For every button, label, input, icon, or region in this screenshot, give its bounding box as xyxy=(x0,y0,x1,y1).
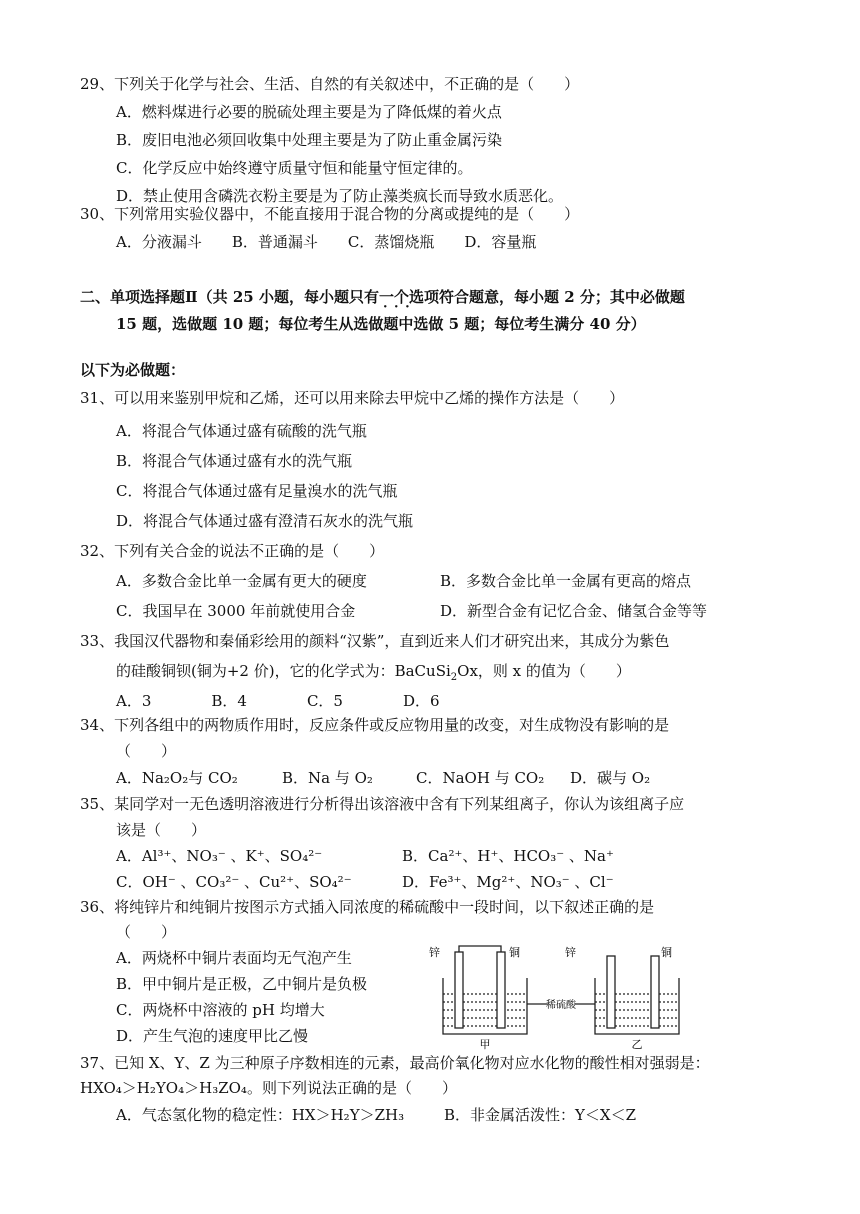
q33-sub: 2 xyxy=(450,672,458,683)
q35-option-c: C．OH⁻ 、CO₃²⁻ 、Cu²⁺、SO₄²⁻ xyxy=(116,873,352,891)
q31-stem: 31、可以用来鉴别甲烷和乙烯，还可以用来除去甲烷中乙烯的操作方法是（ ） xyxy=(80,389,625,407)
q29-option-a: A．燃料煤进行必要的脱硫处理主要是为了降低煤的着火点 xyxy=(116,103,502,121)
beaker-yi-copper-plate xyxy=(651,956,659,1028)
beaker-jia-zinc-plate xyxy=(455,952,463,1028)
q33-stem-line2 xyxy=(116,661,631,688)
label-copper-2: 铜 xyxy=(661,946,672,959)
q36-option-d: D．产生气泡的速度甲比乙慢 xyxy=(116,1027,309,1045)
q35-option-b: B．Ca²⁺、H⁺、HCO₃⁻ 、Na⁺ xyxy=(402,847,614,865)
beaker-jia-wire xyxy=(459,946,501,952)
q31-option-c: C．将混合气体通过盛有足量溴水的洗气瓶 xyxy=(116,482,398,500)
q36-beaker-figure xyxy=(425,942,705,1050)
q34-option-a: A．Na₂O₂与 CO₂ xyxy=(116,769,238,787)
section2-pre: 二、单项选择题Ⅱ（共 25 小题，每小题只有 xyxy=(80,288,379,306)
label-zinc-1: 锌 xyxy=(429,946,440,959)
q32-stem: 32、下列有关合金的说法不正确的是（ ） xyxy=(80,542,385,560)
q34-option-d: D．碳与 O₂ xyxy=(570,769,651,787)
q35-stem-line2: 该是（ ） xyxy=(116,821,207,839)
q36-option-c: C．两烧杯中溶液的 pH 均增大 xyxy=(116,1001,325,1019)
section2-heading-line1 xyxy=(80,287,685,307)
q34-stem-line2: （ ） xyxy=(116,742,177,760)
q34-option-b: B．Na 与 O₂ xyxy=(282,769,373,787)
q33-stem-post: Ox，则 x 的值为（ ） xyxy=(457,662,631,680)
beaker-jia-copper-plate xyxy=(497,952,505,1028)
q36-option-a: A．两烧杯中铜片表面均无气泡产生 xyxy=(116,949,352,967)
required-heading: 以下为必做题： xyxy=(80,361,186,379)
section2-dotted: 一个 · · · xyxy=(379,288,409,306)
q37-stem-line2: HXO₄＞H₂YO₄＞H₃ZO₄。则下列说法正确的是（ ） xyxy=(80,1079,457,1097)
q29-option-d: D．禁止使用含磷洗衣粉主要是为了防止藻类疯长而导致水质恶化。 xyxy=(116,187,564,205)
beaker-yi-zinc-plate xyxy=(607,956,615,1028)
q29-stem: 29、下列关于化学与社会、生活、自然的有关叙述中，不正确的是（ ） xyxy=(80,75,580,93)
q32-option-a: A．多数合金比单一金属有更大的硬度 xyxy=(116,572,367,590)
q30-options: A．分液漏斗 B．普通漏斗 C．蒸馏烧瓶 D．容量瓶 xyxy=(116,233,537,251)
q29-option-b: B．废旧电池必须回收集中处理主要是为了防止重金属污染 xyxy=(116,131,503,149)
q31-option-d: D．将混合气体通过盛有澄清石灰水的洗气瓶 xyxy=(116,512,414,530)
label-zinc-2: 锌 xyxy=(565,946,576,959)
q34-option-c: C．NaOH 与 CO₂ xyxy=(416,769,545,787)
q32-option-d: D．新型合金有记忆合金、储氢合金等等 xyxy=(440,602,708,620)
q37-stem-line1: 37、已知 X、Y、Z 为三种原子序数相连的元素，最高价氧化物对应水化物的酸性相对强弱是： xyxy=(80,1054,710,1072)
q33-stem-line1: 33、我国汉代器物和秦俑彩绘用的颜料“汉紫”，直到近来人们才研究出来，其成分为紫色 xyxy=(80,632,670,650)
q32-option-c: C．我国早在 3000 年前就使用合金 xyxy=(116,602,356,620)
q35-option-d: D．Fe³⁺、Mg²⁺、NO₃⁻ 、Cl⁻ xyxy=(402,873,614,891)
q36-stem-line1: 36、将纯锌片和纯铜片按图示方式插入同浓度的稀硫酸中一段时间，以下叙述正确的是 xyxy=(80,898,655,916)
q31-option-b: B．将混合气体通过盛有水的洗气瓶 xyxy=(116,452,353,470)
q31-option-a: A．将混合气体通过盛有硫酸的洗气瓶 xyxy=(116,422,367,440)
q35-option-a: A．Al³⁺、NO₃⁻ 、K⁺、SO₄²⁻ xyxy=(116,847,323,865)
q33-options: A．3 B．4 C．5 D．6 xyxy=(116,692,440,710)
q35-stem-line1: 35、某同学对一无色透明溶液进行分析得出该溶液中含有下列某组离子，你认为该组离子应 xyxy=(80,795,685,813)
q33-stem-pre: 的硅酸铜钡(铜为+2 价)，它的化学式为：BaCuSi xyxy=(116,662,451,680)
section2-post: 选项符合题意，每小题 2 分；其中必做题 xyxy=(408,288,685,306)
q37-option-b: B．非金属活泼性：Y＜X＜Z xyxy=(444,1106,637,1124)
q29-option-c: C．化学反应中始终遵守质量守恒和能量守恒定律的。 xyxy=(116,159,473,177)
q37-option-a: A．气态氢化物的稳定性：HX＞H₂Y＞ZH₃ xyxy=(116,1106,405,1124)
section2-heading-line2: 15 题，选做题 10 题；每位考生从选做题中选做 5 题；每位考生满分 40 分） xyxy=(116,315,646,333)
q36-stem-line2: （ ） xyxy=(116,923,177,941)
label-jia: 甲 xyxy=(479,1038,491,1050)
label-acid: 稀硫酸 xyxy=(546,1000,576,1011)
q32-option-b: B．多数合金比单一金属有更高的熔点 xyxy=(440,572,692,590)
q30-stem: 30、下列常用实验仪器中，不能直接用于混合物的分离或提纯的是（ ） xyxy=(80,205,580,223)
q36-option-b: B．甲中铜片是正极，乙中铜片是负极 xyxy=(116,975,368,993)
q34-stem-line1: 34、下列各组中的两物质作用时，反应条件或反应物用量的改变，对生成物没有影响的是 xyxy=(80,716,670,734)
label-yi: 乙 xyxy=(631,1038,643,1050)
label-copper-1: 铜 xyxy=(509,946,520,959)
